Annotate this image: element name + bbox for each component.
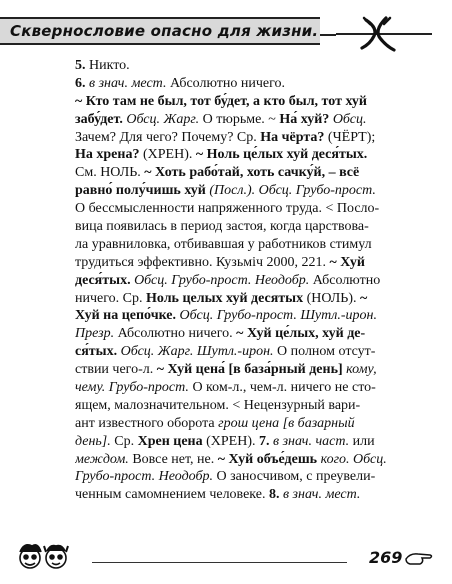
- text-run: О ком-л., чем-л. ничего не сто-: [188, 380, 376, 396]
- text-line: [75, 361, 425, 379]
- text-line: [75, 218, 425, 236]
- text-run: в знач. част.: [273, 433, 350, 449]
- text-run: Грубо-прост. Неодобр.: [75, 469, 214, 485]
- text-line: [75, 164, 425, 182]
- footer-rule: [92, 562, 347, 563]
- text-run: О заносчивом, с преувели-: [213, 469, 376, 485]
- text-run: ант известного оборота: [75, 415, 219, 431]
- text-run: 8.: [268, 487, 283, 503]
- text-run: О бессмысленности напряженного труда. < Посло-: [75, 201, 380, 217]
- text-line: [75, 325, 425, 343]
- text-run: ничего. Ср.: [75, 290, 146, 306]
- text-run: Обсц. Жарг.: [122, 111, 200, 127]
- pointing-hand-icon: [404, 550, 434, 568]
- text-line: [75, 486, 425, 504]
- text-line: [75, 111, 425, 129]
- text-run: О тюрьме. ~: [199, 111, 280, 127]
- text-run: день].: [75, 433, 111, 449]
- dictionary-entry-text: [75, 57, 425, 504]
- cartoon-faces-icon: [14, 538, 74, 574]
- text-run: равно́ полу́чишь хуй: [75, 183, 206, 199]
- text-run: ~ Хуй объе́дешь: [217, 451, 318, 467]
- running-title: Сквернословие опасно для жизни.: [10, 22, 319, 40]
- text-run: 6.: [75, 75, 89, 91]
- text-run: или: [349, 433, 375, 449]
- text-run: Обсц. Жарг. Шутл.-ирон.: [117, 344, 274, 360]
- text-run: Абсолютно: [309, 272, 381, 288]
- text-line: [75, 379, 425, 397]
- text-run: Хрен цена: [137, 433, 203, 449]
- text-line: [75, 415, 425, 433]
- text-run: Ср.: [110, 433, 138, 449]
- text-run: Абсолютно ничего.: [114, 326, 237, 342]
- text-line: [75, 397, 425, 415]
- header-rule: [320, 34, 336, 36]
- text-run: См. НОЛЬ.: [75, 165, 145, 181]
- page-number: 269: [369, 548, 403, 567]
- text-run: ~ Хоть рабо́тай, хоть сачку́й, – всё: [144, 165, 360, 181]
- text-run: 5.: [75, 58, 89, 73]
- text-run: Вовсе нет, не.: [128, 451, 218, 467]
- text-run: 7.: [259, 433, 273, 449]
- text-line: [75, 272, 425, 290]
- text-run: Хуй на цепо́чке.: [75, 308, 177, 324]
- text-line: [75, 129, 425, 147]
- text-run: ~ Хуй цена́ [в база́рный день]: [156, 362, 343, 378]
- text-run: На хрена?: [75, 147, 140, 163]
- text-line: [75, 254, 425, 272]
- text-run: ~ Хуй: [329, 254, 365, 270]
- text-line: [75, 307, 425, 325]
- text-run: кого. Обсц.: [317, 451, 387, 467]
- text-run: кому,: [342, 362, 377, 378]
- crossed-ornament-icon: [336, 12, 432, 52]
- text-run: Презр.: [75, 326, 115, 342]
- text-line: [75, 200, 425, 218]
- text-line: [75, 290, 425, 308]
- text-run: вица появилась в период застоя, когда царствова-: [75, 219, 369, 235]
- text-run: О полном отсут-: [273, 344, 376, 360]
- text-run: забу́дет.: [75, 111, 123, 127]
- text-line: [75, 182, 425, 200]
- text-run: (Посл.). Обсц. Грубо-прост.: [205, 183, 376, 199]
- text-run: ствии чего-л.: [75, 362, 157, 378]
- text-run: Никто.: [89, 58, 130, 73]
- text-run: (НОЛЬ).: [303, 290, 360, 306]
- text-line: [75, 343, 425, 361]
- text-run: Зачем? Для чего? Почему? Ср.: [75, 129, 261, 145]
- text-run: междом.: [75, 451, 129, 467]
- text-line: [75, 236, 425, 254]
- text-run: На чёрта?: [260, 129, 325, 145]
- text-run: Обсц.: [329, 111, 367, 127]
- text-run: ~: [360, 290, 368, 306]
- text-run: ~ Хуй це́лых, хуй де-: [236, 326, 366, 342]
- text-run: На́ хуй?: [279, 111, 330, 127]
- text-run: (ХРЕН).: [202, 433, 259, 449]
- text-line: [75, 451, 425, 469]
- running-header: [0, 12, 452, 46]
- text-run: в знач. мест.: [282, 487, 361, 503]
- text-line: [75, 75, 425, 93]
- text-run: грош цена [в базарный: [218, 415, 355, 431]
- text-run: Обсц. Грубо-прост. Неодобр.: [130, 272, 310, 288]
- text-run: ~ Ноль це́лых хуй деся́тых.: [195, 147, 368, 163]
- text-run: в знач. мест.: [89, 75, 167, 91]
- page-footer: [0, 538, 452, 578]
- text-line: [75, 93, 425, 111]
- text-line: [75, 57, 425, 75]
- text-run: Обсц. Грубо-прост. Шутл.-ирон.: [176, 308, 377, 324]
- text-run: ящем, малозначительном. < Нецензурный вари-: [75, 397, 361, 413]
- text-run: ~ Кто там не был, тот бу́дет, а кто был, тот хуй: [75, 93, 367, 109]
- text-line: [75, 468, 425, 486]
- text-run: деся́тых.: [75, 272, 131, 288]
- text-run: Ноль целых хуй десятых: [145, 290, 304, 306]
- text-run: (ЧЁРТ);: [324, 129, 376, 145]
- text-run: ся́тых.: [75, 344, 118, 360]
- text-run: (ХРЕН).: [139, 147, 196, 163]
- text-run: чему. Грубо-прост.: [75, 380, 189, 396]
- text-run: Абсолютно ничего.: [166, 75, 285, 91]
- text-run: трудиться эффективно. Кузьмiч 2000, 221.: [75, 254, 330, 270]
- text-run: ченным самомнением человеке.: [75, 487, 269, 503]
- text-line: [75, 433, 425, 451]
- text-run: ла уравниловка, отбивавшая у работников стимул: [75, 236, 372, 252]
- text-line: [75, 146, 425, 164]
